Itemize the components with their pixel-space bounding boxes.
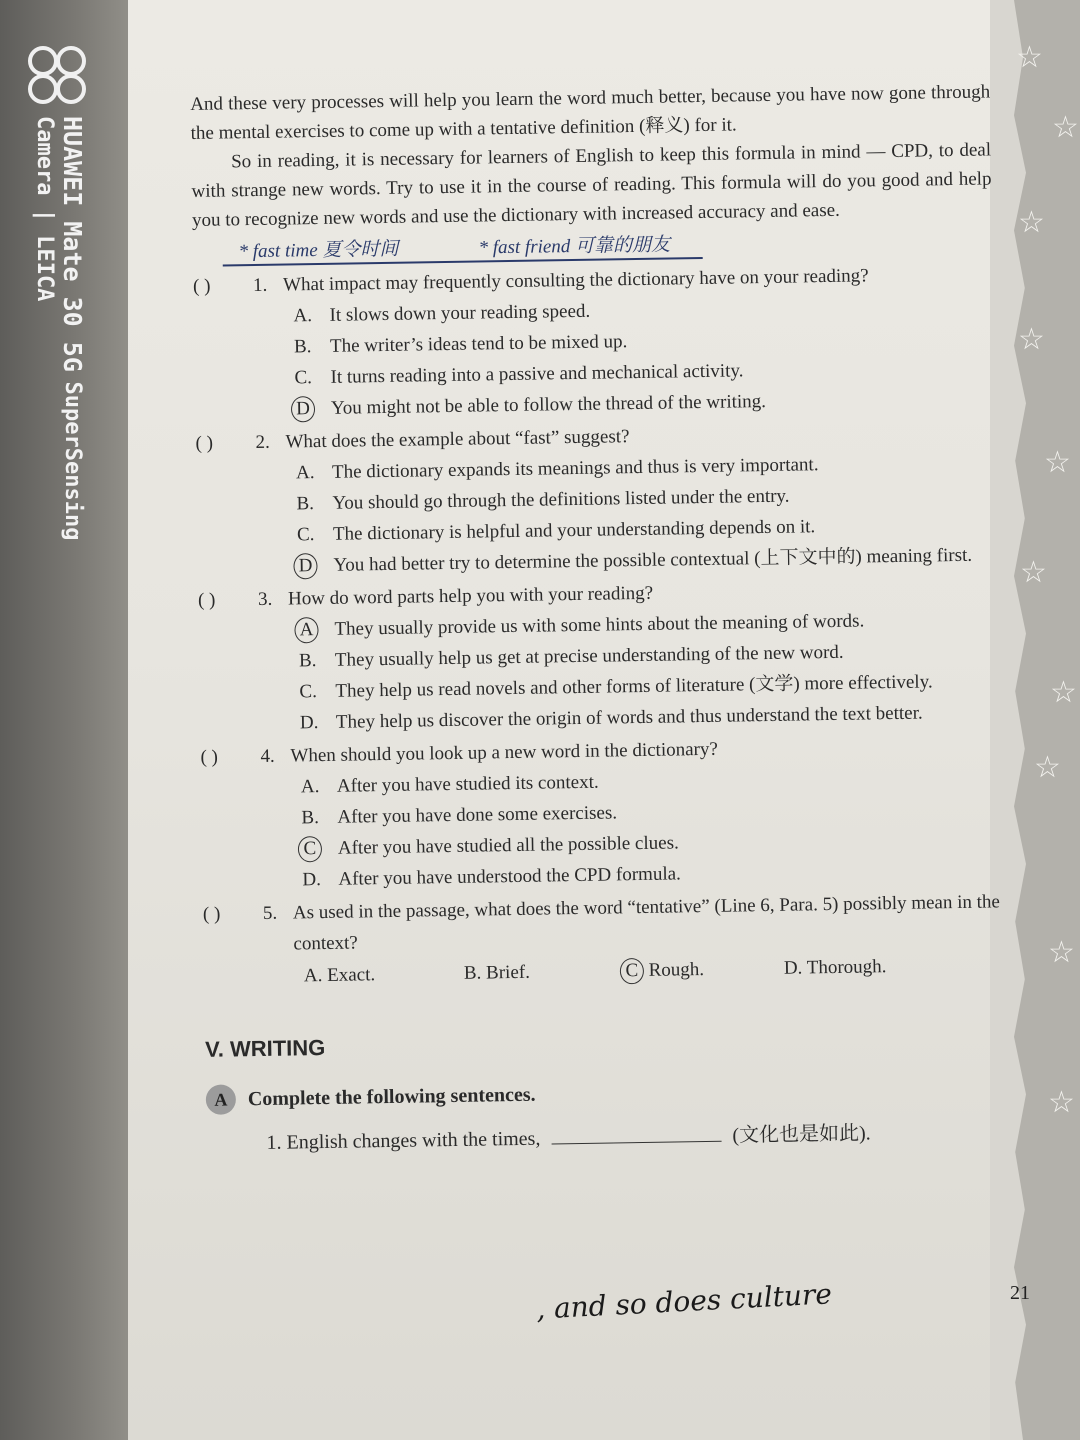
option-text: They usually help us get at precise understanding of the new word. xyxy=(334,641,844,671)
question-text: When should you look up a new word in the dictionary? xyxy=(290,738,719,767)
circled-option-letter: C xyxy=(298,836,322,862)
option-text: The dictionary is helpful and your understanding depends on it. xyxy=(332,516,816,545)
option-letter: B. xyxy=(298,650,317,672)
option-letter: B. xyxy=(293,336,312,358)
option-b[interactable] xyxy=(464,954,625,991)
answer-blank[interactable]: ( ) xyxy=(197,589,216,611)
section-title: V. WRITING xyxy=(204,1034,326,1062)
section-badge: A xyxy=(206,1084,236,1114)
question-number: 5. xyxy=(262,902,278,924)
sub-section-text: Complete the following sentences. xyxy=(247,1083,536,1110)
option-c[interactable] xyxy=(624,952,785,989)
question-1 xyxy=(193,258,995,426)
page-number: 21 xyxy=(1010,1282,1030,1304)
option-text: You had better try to determine the possible contextual (上下文中的) meaning first. xyxy=(333,544,973,576)
circled-option-letter: D xyxy=(293,553,317,579)
star-icon: ☆ xyxy=(1034,750,1061,785)
option-letter: A. xyxy=(295,462,315,484)
item-hint: (文化也是如此). xyxy=(732,1122,871,1147)
star-icon: ☆ xyxy=(1018,322,1045,357)
option-text: It slows down your reading speed. xyxy=(329,300,591,326)
option-letter: C. xyxy=(299,681,318,703)
item-number: 1. xyxy=(266,1131,282,1154)
answer-blank[interactable]: ( ) xyxy=(195,432,214,454)
passage-paragraph-1: And these very processes will help you learn the word much better, because you have now gone through the mental exercises to come up with a tentative definition (释义) for it. xyxy=(190,81,991,144)
note-fast-time: * fast time 夏令时间 xyxy=(238,238,399,263)
question-4 xyxy=(200,729,1002,897)
question-3 xyxy=(198,572,1000,740)
camera-watermark xyxy=(26,46,87,541)
option-letter: C. xyxy=(294,367,313,389)
star-icon: ☆ xyxy=(1048,1085,1075,1120)
option-text: They help us read novels and other forms of literature (文学) more effectively. xyxy=(335,671,933,702)
question-text: How do word parts help you with your reading? xyxy=(287,582,654,610)
option-text: After you have studied all the possible clues. xyxy=(337,832,679,859)
camera-logo-icon xyxy=(28,46,84,102)
question-5 xyxy=(203,886,1004,995)
option-text: After you have done some exercises. xyxy=(337,802,618,828)
star-icon: ☆ xyxy=(1050,675,1077,710)
answer-blank[interactable]: ( ) xyxy=(200,746,219,768)
circled-option-letter: D xyxy=(291,396,315,422)
item-text: English changes with the times, xyxy=(286,1127,541,1154)
option-text: Thorough. xyxy=(806,956,887,979)
star-icon: ☆ xyxy=(1020,555,1047,590)
option-letter: D. xyxy=(299,712,319,734)
option-letter: A. xyxy=(293,305,313,327)
option-text: It turns reading into a passive and mechanical activity. xyxy=(330,360,744,388)
option-letter: A. xyxy=(300,776,320,798)
option-letter: D. xyxy=(302,869,322,891)
question-number: 3. xyxy=(257,588,273,610)
option-text: Brief. xyxy=(485,961,531,984)
question-number: 2. xyxy=(255,431,270,454)
question-text: What impact may frequently consulting the dictionary have on your reading? xyxy=(282,265,869,296)
star-icon: ☆ xyxy=(1052,110,1079,145)
star-icon: ☆ xyxy=(1016,40,1043,75)
worksheet-content xyxy=(190,77,1007,1158)
option-letter: C. xyxy=(296,524,315,546)
option-text: You might not be able to follow the thread of the writing. xyxy=(330,390,767,419)
circled-option-letter: C xyxy=(620,958,644,984)
handwritten-answer: , and so does culture xyxy=(535,1277,833,1326)
passage-paragraph-2-text: So in reading, it is necessary for learners of English to keep this formula in mind — CPD, to deal with strange new words. Try to use it in the course of reading. This formula will do you good and help you to recognize new words and use the dictionary with increased accuracy and ease. xyxy=(191,139,992,231)
option-text: Exact. xyxy=(326,964,376,986)
option-a[interactable] xyxy=(304,957,465,994)
option-text: Rough. xyxy=(648,959,705,981)
option-letter: D. xyxy=(783,957,803,979)
watermark-brand: HUAWEI Mate 30 5G xyxy=(58,116,87,372)
option-text: You should go through the definitions listed under the entry. xyxy=(332,485,790,514)
star-icon: ☆ xyxy=(1048,935,1075,970)
option-d[interactable] xyxy=(784,949,945,986)
question-number: 4. xyxy=(260,745,275,767)
option-text: The writer’s ideas tend to be mixed up. xyxy=(329,331,628,357)
circled-option-letter: A xyxy=(294,617,318,643)
option-text: They help us discover the origin of words and thus understand the text better. xyxy=(335,702,923,733)
question-text: As used in the passage, what does the word “tentative” (Line 6, Para. 5) possibly mean in the context? xyxy=(292,891,1001,955)
question-number: 1. xyxy=(252,274,268,297)
option-letter: B. xyxy=(301,807,320,829)
option-text: The dictionary expands its meanings and thus is very important. xyxy=(331,454,819,483)
option-text: After you have understood the CPD formula. xyxy=(338,863,682,890)
star-border xyxy=(1012,0,1080,1440)
watermark-camera: SuperSensing Camera | LEICA xyxy=(32,116,85,541)
note-fast-friend: * fast friend 可靠的朋友 xyxy=(478,234,671,259)
question-text: What does the example about “fast” suggest? xyxy=(285,426,630,453)
star-icon: ☆ xyxy=(1018,205,1045,240)
fill-blank[interactable] xyxy=(551,1141,721,1145)
option-text: After you have studied its context. xyxy=(336,771,599,797)
option-letter: B. xyxy=(296,493,315,515)
answer-blank[interactable]: ( ) xyxy=(202,903,221,925)
option-text: They usually provide us with some hints about the meaning of words. xyxy=(334,610,865,640)
option-letter: A. xyxy=(303,965,323,987)
passage-paragraph-2 xyxy=(191,135,992,235)
sub-section-title xyxy=(206,1072,1006,1115)
option-letter: B. xyxy=(463,962,482,984)
question-2 xyxy=(195,415,997,583)
star-icon: ☆ xyxy=(1044,445,1071,480)
answer-blank[interactable]: ( ) xyxy=(192,275,211,297)
